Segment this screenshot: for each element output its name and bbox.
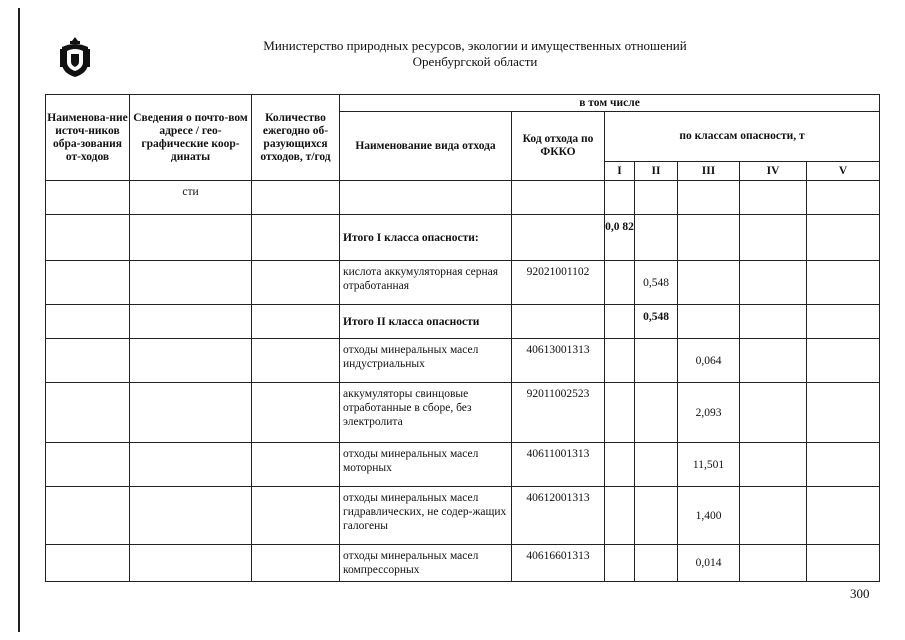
- header-class-5: V: [807, 162, 880, 181]
- empty-cell: [130, 443, 252, 487]
- class-3-cell: 11,501: [678, 443, 740, 487]
- empty-cell: [46, 305, 130, 339]
- fkko-code-cell: [512, 215, 605, 261]
- table-row: [46, 339, 880, 383]
- empty-cell: [46, 215, 130, 261]
- table-row: [46, 383, 880, 443]
- empty-cell: [130, 383, 252, 443]
- waste-name-cell: кислота аккумуляторная серная отработанная: [340, 261, 512, 305]
- header-source: Наименова-ние источ-ников обра-зования от-ходов: [46, 95, 130, 181]
- class-2-cell: [635, 215, 678, 261]
- class-3-cell: 1,400: [678, 487, 740, 545]
- continuation-row: [46, 181, 880, 215]
- class-4-cell: [740, 305, 807, 339]
- class-5-cell: [807, 487, 880, 545]
- waste-name-cell: отходы минеральных масел компрессорных: [340, 545, 512, 582]
- class-4-cell: [740, 443, 807, 487]
- waste-table: [45, 94, 880, 582]
- class-2-cell: [635, 339, 678, 383]
- empty-cell: [46, 261, 130, 305]
- class-5-cell: [807, 339, 880, 383]
- table-row: [46, 261, 880, 305]
- empty-cell: [46, 487, 130, 545]
- class-3-cell: 0,014: [678, 545, 740, 582]
- empty-cell: [252, 443, 340, 487]
- left-margin-line: [18, 8, 20, 632]
- header-by-class: по классам опасности, т: [605, 112, 880, 162]
- class-1-cell: [605, 383, 635, 443]
- page-number: 300: [850, 586, 870, 601]
- class-5-cell: [807, 261, 880, 305]
- fkko-code-cell: 40611001313: [512, 443, 605, 487]
- table-row: [46, 545, 880, 582]
- header-waste-name: Наименование вида отхода: [340, 112, 512, 181]
- class-4-cell: [740, 261, 807, 305]
- waste-name-cell: Итого II класса опасности: [340, 305, 512, 339]
- table-row: [46, 487, 880, 545]
- class-2-cell: [635, 383, 678, 443]
- class-3-cell: 2,093: [678, 383, 740, 443]
- class-5-cell: [807, 443, 880, 487]
- waste-name-cell: отходы минеральных масел гидравлических, не содер-жащих галогены: [340, 487, 512, 545]
- table-row: [46, 215, 880, 261]
- empty-cell: [252, 487, 340, 545]
- header-amount: Количество ежегодно об-разующихся отходов, т/год: [252, 95, 340, 181]
- class-5-cell: [807, 383, 880, 443]
- header-class-1: I: [605, 162, 635, 181]
- class-1-cell: [605, 487, 635, 545]
- empty-cell: [252, 261, 340, 305]
- waste-name-cell: Итого I класса опасности:: [340, 215, 512, 261]
- class-3-cell: [678, 215, 740, 261]
- ministry-name-line-1: Министерство природных ресурсов, экологии и имущественных отношений: [263, 38, 687, 53]
- header-address: Сведения о почто-вом адресе / гео-графические коор-динаты: [130, 95, 252, 181]
- class-1-cell: [605, 339, 635, 383]
- class-1-cell: [605, 443, 635, 487]
- empty-cell: [252, 339, 340, 383]
- empty-cell: [130, 339, 252, 383]
- fkko-code-cell: 92011002523: [512, 383, 605, 443]
- class-1-cell: [605, 545, 635, 582]
- empty-cell: [130, 487, 252, 545]
- class-2-cell: [635, 443, 678, 487]
- fkko-code-cell: 40613001313: [512, 339, 605, 383]
- empty-cell: [252, 383, 340, 443]
- class-2-cell: 0,548: [635, 305, 678, 339]
- class-1-cell: 0,0 82: [605, 215, 635, 261]
- class-3-cell: 0,064: [678, 339, 740, 383]
- empty-cell: [252, 305, 340, 339]
- continuation-text: сти: [130, 181, 252, 215]
- header-class-2: II: [635, 162, 678, 181]
- ministry-header: [200, 38, 750, 70]
- empty-cell: [46, 383, 130, 443]
- empty-cell: [46, 339, 130, 383]
- class-4-cell: [740, 215, 807, 261]
- class-5-cell: [807, 305, 880, 339]
- class-2-cell: [635, 545, 678, 582]
- waste-name-cell: отходы минеральных масел моторных: [340, 443, 512, 487]
- class-4-cell: [740, 383, 807, 443]
- class-2-cell: 0,548: [635, 261, 678, 305]
- header-class-4: IV: [740, 162, 807, 181]
- waste-name-cell: аккумуляторы свинцовые отработанные в сборе, без электролита: [340, 383, 512, 443]
- class-4-cell: [740, 339, 807, 383]
- header-class-3: III: [678, 162, 740, 181]
- table-row: [46, 305, 880, 339]
- class-3-cell: [678, 305, 740, 339]
- empty-cell: [46, 443, 130, 487]
- class-3-cell: [678, 261, 740, 305]
- header-fkko-code: Код отхода по ФККО: [512, 112, 605, 181]
- empty-cell: [130, 305, 252, 339]
- class-1-cell: [605, 261, 635, 305]
- fkko-code-cell: 40612001313: [512, 487, 605, 545]
- empty-cell: [130, 215, 252, 261]
- class-1-cell: [605, 305, 635, 339]
- empty-cell: [130, 545, 252, 582]
- class-2-cell: [635, 487, 678, 545]
- coat-of-arms-icon: [58, 35, 92, 79]
- class-5-cell: [807, 215, 880, 261]
- empty-cell: [46, 545, 130, 582]
- table-row: [46, 443, 880, 487]
- class-4-cell: [740, 487, 807, 545]
- empty-cell: [252, 215, 340, 261]
- fkko-code-cell: 92021001102: [512, 261, 605, 305]
- header-including: в том числе: [340, 95, 880, 112]
- waste-name-cell: отходы минеральных масел индустриальных: [340, 339, 512, 383]
- empty-cell: [252, 545, 340, 582]
- fkko-code-cell: 40616601313: [512, 545, 605, 582]
- fkko-code-cell: [512, 305, 605, 339]
- class-4-cell: [740, 545, 807, 582]
- empty-cell: [130, 261, 252, 305]
- class-5-cell: [807, 545, 880, 582]
- ministry-name-line-2: Оренбургской области: [412, 54, 538, 69]
